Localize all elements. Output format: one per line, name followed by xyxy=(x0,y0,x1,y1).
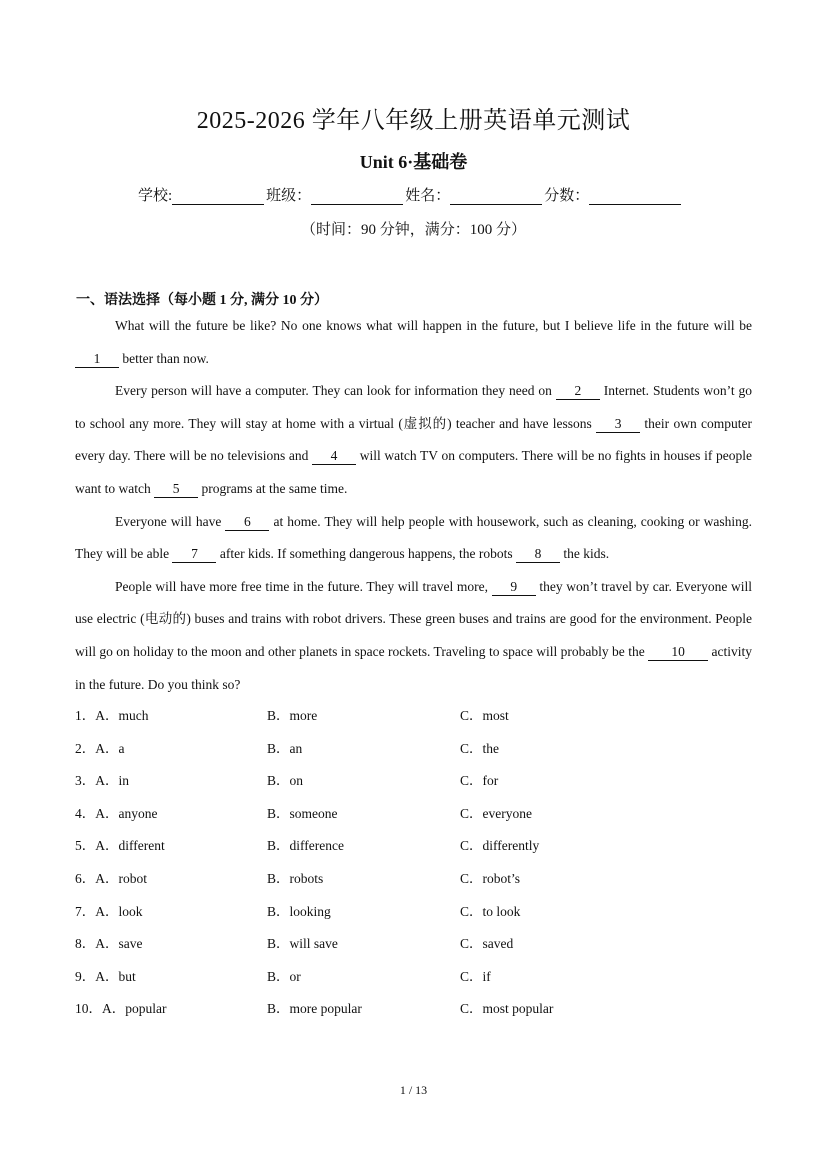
option-a[interactable]: 8．A．save xyxy=(75,936,143,952)
score-label: 分数： xyxy=(544,188,590,204)
option-b[interactable]: B．will save xyxy=(267,936,338,952)
score-field[interactable] xyxy=(589,188,681,205)
option-row xyxy=(75,804,715,837)
option-row xyxy=(75,934,715,967)
option-b[interactable]: B．or xyxy=(267,968,301,984)
option-a[interactable]: 5．A．different xyxy=(75,838,165,854)
blank-2[interactable]: 2 xyxy=(556,383,600,400)
option-c[interactable]: C．the xyxy=(460,740,499,756)
blank-9[interactable]: 9 xyxy=(492,579,536,596)
passage-text: after kids. If something dangerous happens, the robots xyxy=(216,546,517,562)
option-b[interactable]: B．difference xyxy=(267,838,344,854)
page-title: 2025-2026 学年八年级上册英语单元测试 xyxy=(196,108,631,134)
option-row xyxy=(75,739,715,772)
passage-text: will watch TV on computers. There will be no fights in houses if people want to watch xyxy=(75,448,752,496)
option-c[interactable]: C．for xyxy=(460,773,499,789)
blank-5[interactable]: 5 xyxy=(154,481,198,498)
option-b[interactable]: B．robots xyxy=(267,870,324,886)
option-a[interactable]: 1．A．much xyxy=(75,708,149,723)
school-label: 学校: xyxy=(138,188,173,204)
passage xyxy=(75,310,752,701)
class-label: 班级： xyxy=(266,188,312,204)
option-row xyxy=(75,706,715,739)
option-row xyxy=(75,999,715,1032)
option-a[interactable]: 2．A．a xyxy=(75,740,125,756)
option-c[interactable]: C．robot’s xyxy=(460,870,521,886)
name-field[interactable] xyxy=(450,188,542,205)
blank-10[interactable]: 10 xyxy=(648,644,708,661)
passage-text: they won’t travel by car. Everyone will use electric (电动的) buses and trains with robot drivers. These green buses and trains are good for the environment. People will go on holiday to the moon and other planets in space rockets. Traveling to space will probably be the xyxy=(75,578,752,659)
option-c[interactable]: C．to look xyxy=(460,903,521,919)
passage-text: activity in the future. Do you think so? xyxy=(75,643,752,692)
blank-3[interactable]: 3 xyxy=(596,416,640,433)
student-info-row xyxy=(138,184,683,205)
option-b[interactable]: B．someone xyxy=(267,805,338,821)
passage-text: the kids. xyxy=(560,546,610,562)
option-b[interactable]: B．looking xyxy=(267,903,331,919)
option-c[interactable]: C．most xyxy=(460,708,509,723)
passage-text: at home. They will help people with housework, such as cleaning, cooking or washing. They will be able xyxy=(75,513,753,562)
passage-paragraph xyxy=(75,310,752,375)
passage-text: Every person will have a computer. They can look for information they need on xyxy=(115,383,556,399)
blank-4[interactable]: 4 xyxy=(312,448,356,465)
passage-text: their own computer every day. There will be no televisions and xyxy=(75,415,752,464)
option-row xyxy=(75,869,715,902)
option-a[interactable]: 3．A．in xyxy=(75,773,129,789)
name-label: 姓名： xyxy=(405,188,451,204)
passage-text: Internet. Students won’t go to school any more. They will stay at home with a virtual (虚拟的) teacher and have lessons xyxy=(75,383,753,431)
option-a[interactable]: 6．A．robot xyxy=(75,870,147,886)
option-b[interactable]: B．an xyxy=(267,740,303,756)
option-b[interactable]: B．more xyxy=(267,708,318,723)
blank-8[interactable]: 8 xyxy=(516,546,560,563)
passage-text: programs at the same time. xyxy=(198,480,348,496)
option-row xyxy=(75,836,715,869)
option-a[interactable]: 4．A．anyone xyxy=(75,805,158,821)
page-subtitle: Unit 6·基础卷 xyxy=(359,152,468,172)
option-row xyxy=(75,967,715,1000)
school-field[interactable] xyxy=(172,188,264,205)
option-c[interactable]: C．most popular xyxy=(460,1001,554,1017)
blank-6[interactable]: 6 xyxy=(225,514,269,531)
option-c[interactable]: C．everyone xyxy=(460,805,532,821)
blank-7[interactable]: 7 xyxy=(172,546,216,563)
passage-paragraph xyxy=(75,506,752,571)
option-a[interactable]: 7．A．look xyxy=(75,903,143,919)
section-heading: 一、语法选择（每小题 1 分, 满分 10 分） xyxy=(76,293,328,308)
options-list xyxy=(75,706,715,1032)
page-number: 1 / 13 xyxy=(399,1083,428,1097)
passage-text: What will the future be like? No one knows what will happen in the future, but I believe life in the future will be xyxy=(115,318,752,333)
passage-paragraph xyxy=(75,571,752,701)
passage-text: People will have more free time in the future. They will travel more, xyxy=(115,578,492,594)
option-a[interactable]: 9．A．but xyxy=(75,968,136,984)
passage-paragraph xyxy=(75,375,752,505)
option-c[interactable]: C．saved xyxy=(460,936,514,952)
option-c[interactable]: C．if xyxy=(460,968,491,984)
option-a[interactable]: 10．A．popular xyxy=(75,1001,167,1017)
passage-text: better than now. xyxy=(119,350,209,366)
class-field[interactable] xyxy=(311,188,403,205)
option-row xyxy=(75,771,715,804)
blank-1[interactable]: 1 xyxy=(75,351,119,368)
option-c[interactable]: C．differently xyxy=(460,838,540,854)
option-row xyxy=(75,902,715,935)
option-b[interactable]: B．more popular xyxy=(267,1001,362,1017)
passage-text: Everyone will have xyxy=(115,513,226,529)
option-b[interactable]: B．on xyxy=(267,773,304,789)
time-note: （时间：90 分钟，满分：100 分） xyxy=(300,222,526,238)
